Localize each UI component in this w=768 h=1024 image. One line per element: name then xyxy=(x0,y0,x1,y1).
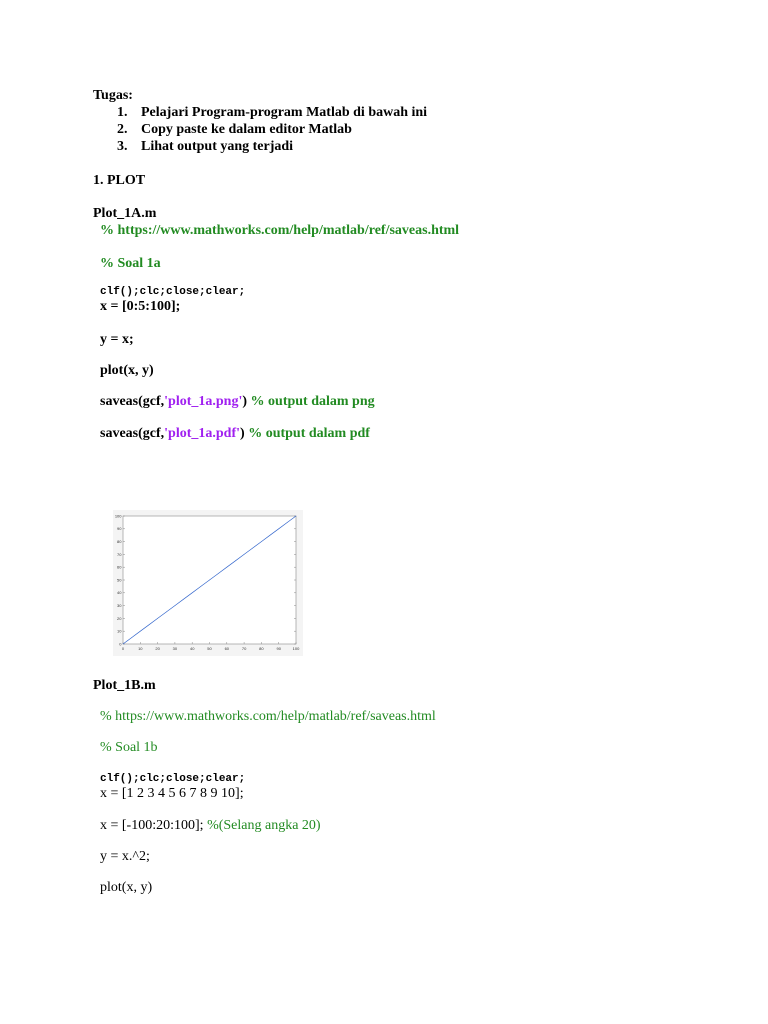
code-text: ) xyxy=(242,394,248,409)
y-tick-label: 40 xyxy=(117,590,122,596)
data-point xyxy=(287,522,288,523)
plot1b-plot-cmd: plot(x, y) xyxy=(100,880,153,895)
code-comment: % output dalam png xyxy=(250,394,375,409)
data-point xyxy=(227,567,228,568)
y-tick-label: 70 xyxy=(117,551,122,557)
string-literal: 'plot_1a.png' xyxy=(164,394,243,409)
plot1b-y-def: y = x.^2; xyxy=(100,849,150,864)
data-point xyxy=(244,554,245,555)
task-text: Copy paste ke dalam editor Matlab xyxy=(141,122,352,137)
plot-1a-figure xyxy=(113,510,303,656)
plot1a-clear-cmd: clf();clc;close;clear; xyxy=(100,286,246,298)
x-tick-label: 80 xyxy=(259,646,264,651)
y-tick-label: 20 xyxy=(117,615,122,621)
task-text: Pelajari Program-program Matlab di bawah ini xyxy=(141,105,428,120)
y-tick-label: 100 xyxy=(114,513,122,519)
x-tick-label: 50 xyxy=(207,646,212,651)
data-point xyxy=(123,644,124,645)
plot1a-y-def: y = x; xyxy=(100,332,134,347)
data-point xyxy=(261,541,262,542)
data-point xyxy=(270,535,271,536)
x-tick-label: 40 xyxy=(189,646,195,651)
x-tick-label: 10 xyxy=(138,646,143,651)
task-number: 3. xyxy=(117,139,128,154)
x-tick-label: 90 xyxy=(276,646,281,651)
y-tick-label: 80 xyxy=(117,539,122,544)
y-tick-label: 60 xyxy=(117,564,122,570)
plot1b-comment-url: % https://www.mathworks.com/help/matlab/ref/saveas.html xyxy=(100,709,436,724)
data-point xyxy=(192,593,193,594)
x-tick-label: 60 xyxy=(224,646,230,651)
plot1b-comment-soal: % Soal 1b xyxy=(100,740,158,755)
data-point xyxy=(175,605,176,606)
data-point xyxy=(201,586,202,587)
plot1b-x-def2 xyxy=(100,818,321,834)
section-title: 1. PLOT xyxy=(93,173,146,188)
data-point xyxy=(131,637,132,638)
code-comment: % output dalam pdf xyxy=(248,426,370,441)
code-text: ) xyxy=(240,426,245,441)
plot1a-save-pdf xyxy=(100,426,370,442)
data-point xyxy=(149,625,150,626)
x-tick-label: 70 xyxy=(241,646,247,651)
plot1a-comment-url: % https://www.mathworks.com/help/matlab/ref/saveas.html xyxy=(100,223,460,238)
plot1a-comment-soal: % Soal 1a xyxy=(100,256,161,271)
plot1b-x-def1: x = [1 2 3 4 5 6 7 8 9 10]; xyxy=(100,786,244,801)
code-text: saveas(gcf, xyxy=(100,426,165,441)
task-item-1 xyxy=(117,105,427,121)
data-point xyxy=(218,573,219,574)
y-tick-label: 50 xyxy=(117,577,122,583)
data-point xyxy=(253,548,254,549)
data-point xyxy=(166,612,167,613)
plot1a-plot-cmd: plot(x, y) xyxy=(100,363,154,378)
data-point xyxy=(140,631,141,632)
plot1a-save-png xyxy=(100,394,375,410)
plot1a-filename: Plot_1A.m xyxy=(93,206,157,221)
data-point xyxy=(157,618,158,619)
task-item-3 xyxy=(117,139,293,155)
plot1b-clear-cmd: clf();clc;close;clear; xyxy=(100,773,246,785)
code-text: x = [-100:20:100]; xyxy=(100,818,204,833)
x-tick-label: 0 xyxy=(121,646,125,651)
code-text: saveas(gcf, xyxy=(100,394,165,409)
plot1b-filename: Plot_1B.m xyxy=(93,678,156,693)
data-point xyxy=(235,561,236,562)
y-tick-label: 0 xyxy=(119,641,122,647)
x-tick-label: 100 xyxy=(292,646,300,651)
string-literal: 'plot_1a.pdf' xyxy=(164,426,241,441)
y-tick-label: 90 xyxy=(117,526,122,532)
assignment-heading: Tugas: xyxy=(93,88,133,103)
y-tick-label: 10 xyxy=(117,628,122,634)
x-tick-label: 20 xyxy=(155,646,160,651)
data-point xyxy=(209,580,210,581)
data-point xyxy=(296,516,297,517)
task-item-2 xyxy=(117,122,352,138)
task-text: Lihat output yang terjadi xyxy=(141,139,294,154)
task-number: 2. xyxy=(117,122,128,137)
y-tick-label: 30 xyxy=(117,603,122,608)
code-comment: %(Selang angka 20) xyxy=(207,818,321,833)
task-number: 1. xyxy=(117,105,128,120)
x-tick-label: 30 xyxy=(172,646,178,651)
plot1a-x-def: x = [0:5:100]; xyxy=(100,299,181,314)
data-point xyxy=(183,599,184,600)
data-point xyxy=(278,529,279,530)
